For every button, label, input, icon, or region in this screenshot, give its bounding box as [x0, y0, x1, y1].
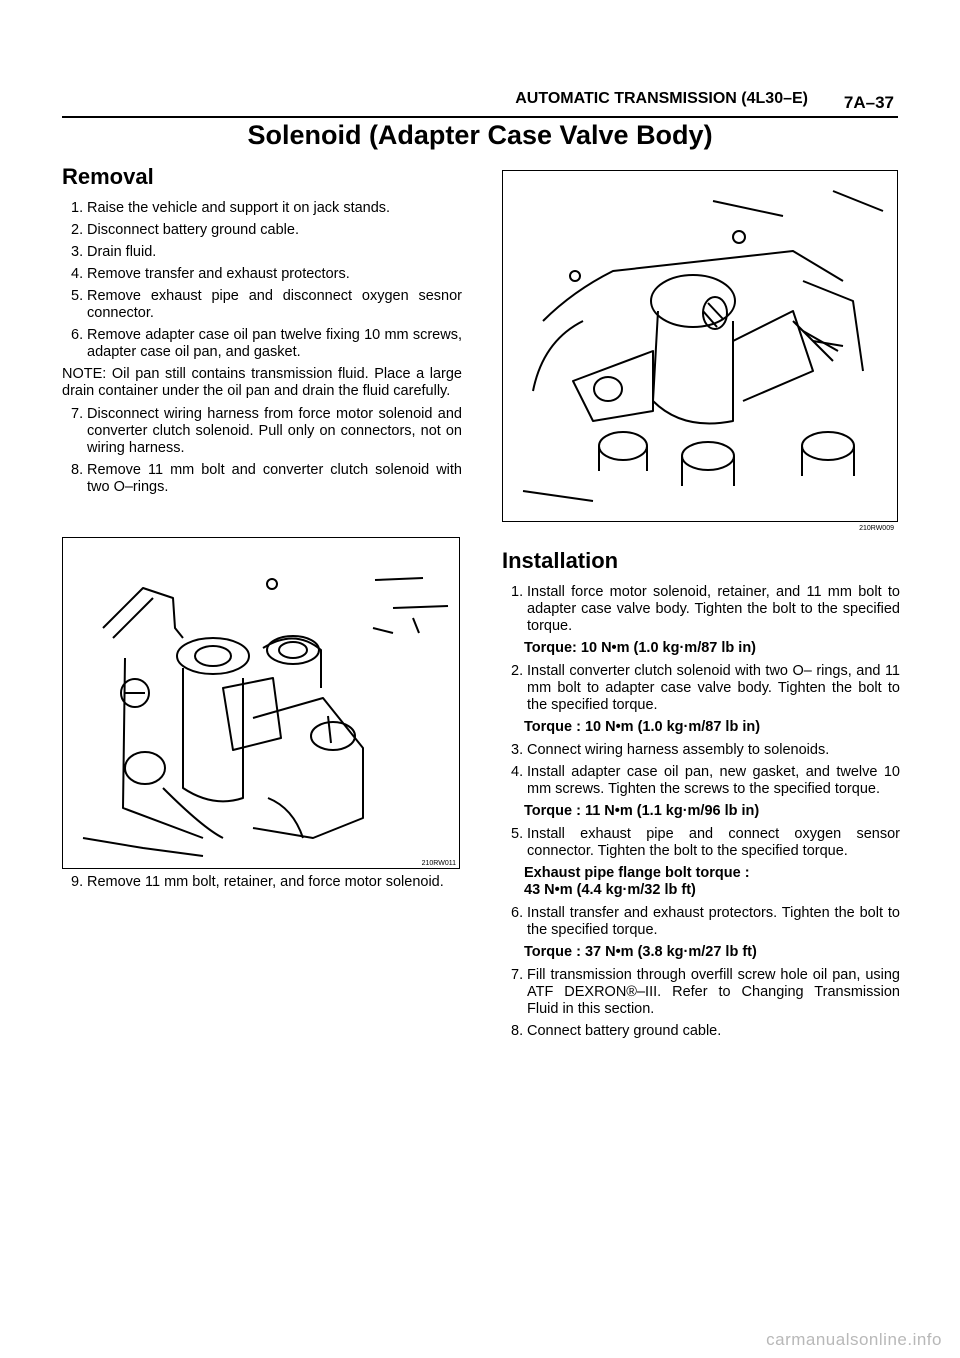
- list-item: 7. Fill transmission through overfill screw hole oil pan, using ATF DEXRON®–III. Refer to Changing Transmission Fluid in this section.: [511, 967, 900, 1017]
- list-item: 9. Remove 11 mm bolt, retainer, and force motor solenoid.: [71, 874, 444, 890]
- list-item: 6. Install transfer and exhaust protectors. Tighten the bolt to the specified torque.: [511, 905, 900, 938]
- solenoid-illustration-2: [503, 171, 897, 521]
- torque-spec: Torque : 11 N•m (1.1 kg·m/96 lb in): [524, 803, 760, 819]
- removal-steps-b: [62, 406, 462, 496]
- installation-heading: Installation: [502, 548, 619, 573]
- list-item: 7. Disconnect wiring harness from force motor solenoid and converter clutch solenoid. Pull only on connectors, not on wiring harness.: [71, 406, 462, 456]
- page-title: Solenoid (Adapter Case Valve Body): [247, 120, 713, 150]
- page-number: 7A–37: [843, 93, 894, 112]
- figure-converter-clutch-solenoid: [502, 170, 898, 532]
- list-item: 1. Raise the vehicle and support it on jack stands.: [71, 200, 391, 216]
- removal-step-9: [62, 874, 462, 896]
- installation-steps: [502, 742, 900, 798]
- figure-code: 210RW011: [421, 860, 456, 867]
- torque-spec: Torque : 37 N•m (3.8 kg·m/27 lb ft): [524, 944, 757, 960]
- torque-spec: 43 N•m (4.4 kg·m/32 lb ft): [524, 882, 696, 898]
- removal-section: [62, 164, 462, 501]
- list-item: 4. Install adapter case oil pan, new gasket, and twelve 10 mm screws. Tighten the screws to the specified torque.: [511, 764, 900, 797]
- installation-steps: [502, 584, 900, 635]
- list-item: 8. Connect battery ground cable.: [511, 1023, 722, 1039]
- torque-spec: Exhaust pipe flange bolt torque :: [524, 865, 750, 881]
- figure-code: 210RW009: [859, 525, 894, 532]
- list-item: 2. Install converter clutch solenoid with two O– rings, and 11 mm bolt to adapter case valve body. Tighten the bolt to the specified torque.: [511, 663, 900, 713]
- list-item: 4. Remove transfer and exhaust protectors.: [71, 266, 350, 282]
- page-header: [62, 90, 898, 118]
- figure-force-motor-solenoid: [62, 537, 460, 869]
- list-item: 8. Remove 11 mm bolt and converter clutch solenoid with two O–rings.: [71, 462, 462, 495]
- watermark: carmanualsonline.info: [766, 1330, 942, 1349]
- installation-steps: [502, 663, 900, 714]
- installation-steps: [502, 905, 900, 939]
- solenoid-illustration: [63, 538, 459, 868]
- installation-steps: [502, 826, 900, 860]
- list-item: 5. Install exhaust pipe and connect oxygen sensor connector. Tighten the bolt to the specified torque.: [511, 826, 900, 859]
- removal-heading: Removal: [62, 164, 154, 189]
- torque-spec: Torque: 10 N•m (1.0 kg·m/87 lb in): [524, 640, 757, 656]
- removal-steps-a: [62, 200, 462, 361]
- installation-steps: [502, 967, 900, 1040]
- list-item: 5. Remove exhaust pipe and disconnect oxygen sesnor connector.: [71, 288, 462, 321]
- list-item: 6. Remove adapter case oil pan twelve fixing 10 mm screws, adapter case oil pan, and gasket.: [71, 327, 462, 360]
- section-title: AUTOMATIC TRANSMISSION (4L30–E): [515, 90, 808, 107]
- torque-spec: Torque : 10 N•m (1.0 kg·m/87 lb in): [524, 719, 761, 735]
- list-item: 2. Disconnect battery ground cable.: [71, 222, 299, 238]
- removal-note: NOTE: Oil pan still contains transmission fluid. Place a large drain container under the oil pan and drain the fluid carefully.: [62, 366, 462, 399]
- installation-section: [502, 548, 900, 1045]
- list-item: 3. Connect wiring harness assembly to solenoids.: [511, 742, 830, 758]
- list-item: 1. Install force motor solenoid, retainer, and 11 mm bolt to adapter case valve body. Tighten the bolt to the specified torque.: [511, 584, 900, 634]
- list-item: 3. Drain fluid.: [71, 244, 157, 260]
- removal-steps-c: [62, 874, 462, 891]
